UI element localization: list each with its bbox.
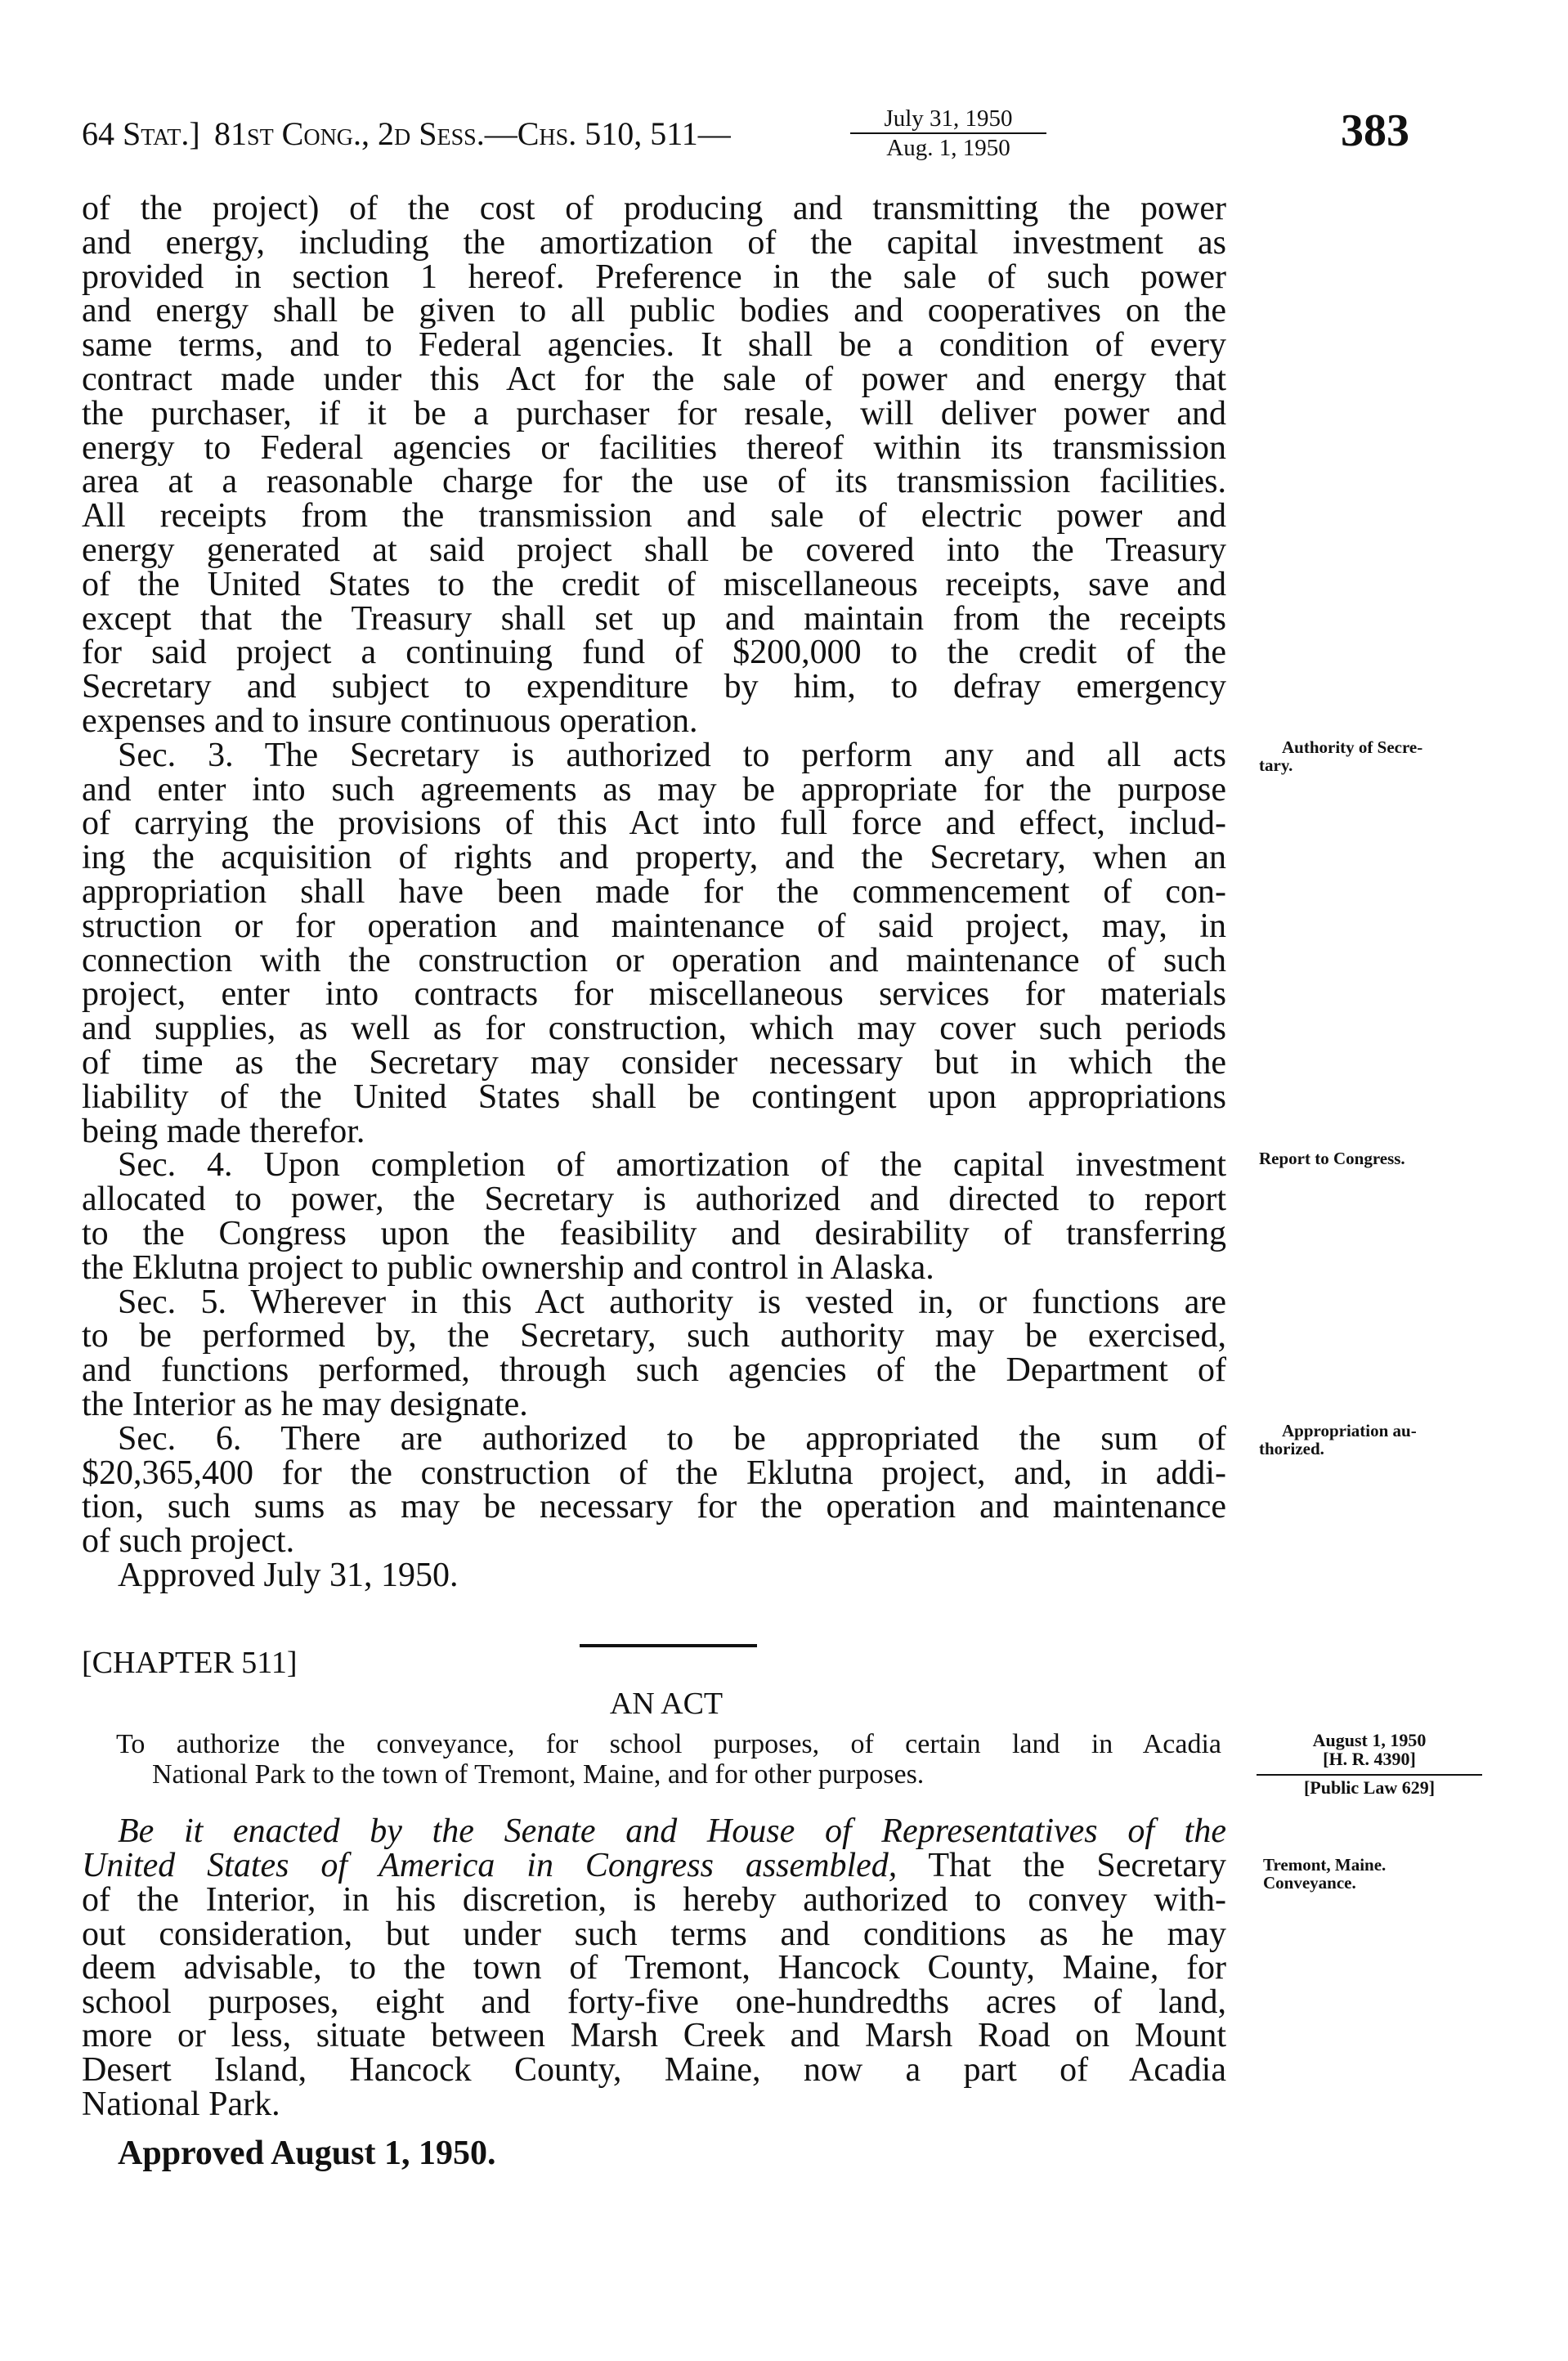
act-heading: AN ACT <box>609 1687 724 1721</box>
enacting-clause-italic: United States of America in Congress assembled, <box>82 1847 898 1884</box>
sec5-line: to be performed by, the Secretary, such authority may be exercised, <box>82 1317 1226 1355</box>
text-line: deem advisable, to the town of Tremont, Hancock County, Maine, for <box>82 1949 1226 1987</box>
note-line: tary. <box>1259 755 1293 775</box>
date-range <box>850 105 1046 162</box>
margin-note-report <box>1259 1149 1488 1167</box>
note-line: Report to Congress. <box>1259 1149 1405 1168</box>
sec3-line: of carrying the provisions of this Act into full force and effect, includ- <box>82 804 1226 843</box>
text-line: more or less, situate between Marsh Creek and Marsh Road on Mount <box>82 2017 1226 2055</box>
margin-rule <box>1257 1774 1482 1776</box>
text-line: out consideration, but under such terms and conditions as he may <box>82 1915 1226 1953</box>
date-start: July 31, 1950 <box>850 105 1046 134</box>
text-line: provided in section 1 hereof. Preference in the sale of such power <box>82 258 1226 296</box>
approval-date-510: Approved July 31, 1950. <box>118 1557 459 1594</box>
sec5-line: the Interior as he may designate. <box>82 1386 528 1423</box>
bill-number: [H. R. 4390] <box>1323 1749 1416 1769</box>
text-line: Desert Island, Hancock County, Maine, now a part of Acadia <box>82 2051 1226 2089</box>
text-line: contract made under this Act for the sale of power and energy that <box>82 361 1226 398</box>
text-line: of the project) of the cost of producing and transmitting the power <box>82 190 1226 227</box>
public-law-number: [Public Law 629] <box>1303 1777 1436 1798</box>
text-line: area at a reasonable charge for the use of its transmission facilities. <box>82 463 1226 501</box>
text-line: National Park. <box>82 2085 280 2123</box>
sec4-line: the Eklutna project to public ownership and control in Alaska. <box>82 1248 934 1287</box>
sec3-line: being made therefor. <box>82 1112 365 1150</box>
sec3-line: liability of the United States shall be contingent upon appropriations <box>82 1077 1226 1116</box>
text-line: energy generated at said project shall be covered into the Treasury <box>82 531 1226 569</box>
sec4-line: to the Congress upon the feasibility and desirability of transferring <box>82 1215 1226 1252</box>
enacting-clause-rest: That the Secretary <box>928 1847 1226 1884</box>
sec3-line: connection with the construction or operation and maintenance of such <box>82 941 1226 979</box>
text-line: Secretary and subject to expenditure by him, to defray emergency <box>82 668 1226 706</box>
text-line: and energy, including the amortization of the capital investment as <box>82 223 1226 262</box>
text-line: school purposes, eight and forty-five one-hundredths acres of land, <box>82 1982 1226 2021</box>
note-line: Conveyance. <box>1263 1873 1356 1893</box>
act-title-line: National Park to the town of Tremont, Maine, and for other purposes. <box>152 1759 925 1790</box>
margin-note-authority <box>1259 738 1488 774</box>
text-line: All receipts from the transmission and sale of electric power and <box>82 497 1226 535</box>
text-line: same terms, and to Federal agencies. It shall be a condition of every <box>82 326 1226 365</box>
enacting-clause: Be it enacted by the Senate and House of Representatives of the <box>118 1812 1226 1850</box>
sec5-line: Sec. 5. Wherever in this Act authority is vested in, or functions are <box>118 1283 1226 1321</box>
session-chapters: 81st Cong., 2d Sess.—Chs. 510, 511— <box>214 115 731 152</box>
text-line: for said project a continuing fund of $200,000 to the credit of the <box>82 634 1226 672</box>
sec3-line: and enter into such agreements as may be appropriate for the purpose <box>82 770 1226 809</box>
sec6-line: of such project. <box>82 1522 295 1561</box>
date-end: Aug. 1, 1950 <box>886 135 1010 161</box>
text-line: of the Interior, in his discretion, is hereby authorized to convey with- <box>82 1881 1226 1919</box>
note-line: thorized. <box>1259 1439 1324 1458</box>
sec3-line: ing the acquisition of rights and property, and the Secretary, when an <box>82 839 1226 877</box>
sec6-line: Sec. 6. There are authorized to be appropriated the sum of <box>118 1419 1226 1458</box>
section-divider <box>580 1644 757 1647</box>
page-number: 383 <box>1341 105 1409 156</box>
sec3-line: of time as the Secretary may consider necessary but in which the <box>82 1044 1226 1082</box>
approval-date-511: Approved August 1, 1950. <box>118 2135 496 2172</box>
act-title-line: To authorize the conveyance, for school purposes, of certain land in Acadia <box>116 1729 1221 1759</box>
sec5-line: and functions performed, through such agencies of the Department of <box>82 1351 1226 1390</box>
act-date: August 1, 1950 <box>1312 1730 1427 1750</box>
text-line: energy to Federal agencies or facilities thereof within its transmission <box>82 428 1226 467</box>
note-line: Appropriation au- <box>1282 1421 1417 1440</box>
sec3-line: project, enter into contracts for miscellaneous services for materials <box>82 975 1226 1014</box>
sec3-line: Sec. 3. The Secretary is authorized to perform any and all acts <box>118 736 1226 774</box>
margin-note-appropriation <box>1259 1422 1488 1458</box>
sec4-line: Sec. 4. Upon completion of amortization of the capital investment <box>118 1146 1226 1185</box>
sec6-line: tion, such sums as may be necessary for the operation and maintenance <box>82 1488 1226 1526</box>
sec3-line: struction or for operation and maintenance of said project, may, in <box>82 907 1226 945</box>
sec4-line: allocated to power, the Secretary is authorized and directed to report <box>82 1180 1226 1219</box>
text-line: except that the Treasury shall set up and maintain from the receipts <box>82 599 1226 638</box>
sec3-line: and supplies, as well as for construction, which may cover such periods <box>82 1010 1226 1048</box>
text-line: expenses and to insure continuous operation. <box>82 702 698 740</box>
text-line: and energy shall be given to all public bodies and cooperatives on the <box>82 292 1226 330</box>
note-line: Authority of Secre- <box>1282 737 1423 757</box>
text-line: the purchaser, if it be a purchaser for resale, will deliver power and <box>82 394 1226 432</box>
sec6-line: $20,365,400 for the construction of the Eklutna project, and, in addi- <box>82 1454 1226 1492</box>
note-line: Tremont, Maine. <box>1263 1855 1387 1875</box>
margin-note-tremont <box>1263 1856 1492 1892</box>
sec3-line: appropriation shall have been made for the commencement of con- <box>82 873 1226 911</box>
enacting-clause-line <box>82 1848 1226 1883</box>
text-line: of the United States to the credit of miscellaneous receipts, save and <box>82 565 1226 603</box>
chapter-heading: [CHAPTER 511] <box>82 1646 298 1680</box>
volume-reference: 64 Stat.] <box>82 115 200 152</box>
